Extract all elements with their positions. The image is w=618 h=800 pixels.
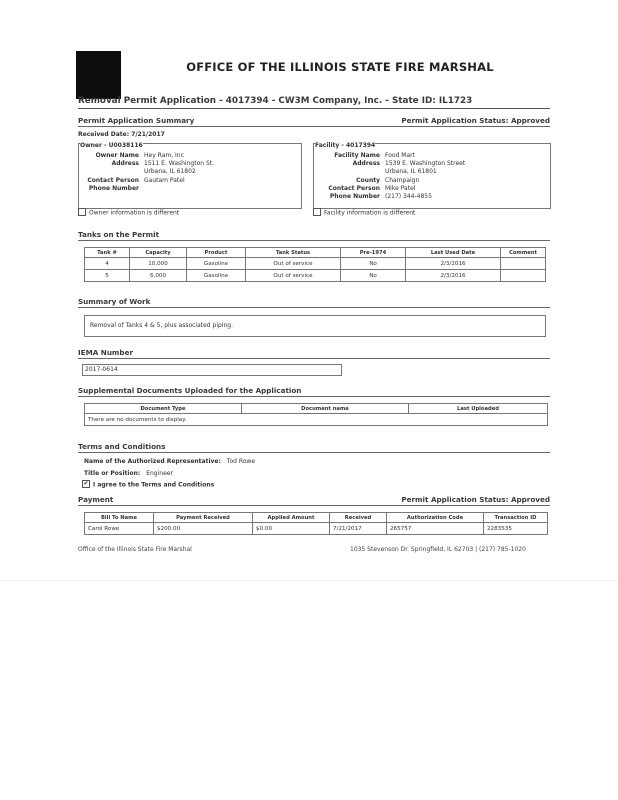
- rep-value: Tod Rowe: [226, 458, 256, 465]
- facility-different-label: Facility information is different: [324, 209, 416, 217]
- iema-value: 2017-0614: [85, 366, 118, 373]
- tanks-header-row: [85, 248, 546, 258]
- cell: No: [341, 258, 406, 270]
- iema-header: [78, 348, 550, 359]
- facility-fields: [314, 152, 465, 201]
- terms-rep-row: [84, 458, 255, 465]
- col-last-used: Last Used Date: [406, 248, 501, 258]
- cell: 10,000: [130, 258, 187, 270]
- work-box: [84, 315, 546, 337]
- empty-message: There are no documents to display.: [85, 414, 548, 426]
- page-divider: [0, 580, 618, 581]
- owner-address-label: Address: [111, 160, 139, 168]
- owner-contact: Gautam Patel: [144, 176, 185, 184]
- col-capacity: Capacity: [130, 248, 187, 258]
- owner-contact-label: Contact Person: [87, 176, 139, 184]
- col-status: Tank Status: [246, 248, 341, 258]
- work-text: Removal of Tanks 4 & 5, plus associated piping.: [90, 322, 233, 329]
- cell: 2283535: [484, 523, 548, 535]
- summary-title: Permit Application Summary: [78, 116, 195, 125]
- position-label: Title or Position:: [84, 470, 141, 477]
- cell: Out of service: [246, 258, 341, 270]
- summary-header: [78, 116, 550, 127]
- cell: [501, 258, 546, 270]
- owner-name-label: Owner Name: [95, 152, 139, 159]
- agree-label: I agree to the Terms and Conditions: [93, 481, 215, 489]
- col-bill-to: Bill To Name: [85, 513, 154, 523]
- position-value: Engineer: [146, 470, 173, 477]
- table-row: [85, 270, 546, 282]
- cell: Gasoline: [187, 258, 246, 270]
- iema-field[interactable]: [82, 364, 342, 376]
- owner-address-1: 1511 E. Washington St.: [144, 160, 215, 168]
- tanks-title: Tanks on the Permit: [78, 230, 160, 239]
- col-document-type: Document Type: [85, 404, 242, 414]
- checkbox-icon[interactable]: [313, 208, 321, 216]
- col-comment: Comment: [501, 248, 546, 258]
- cell: 2/3/2016: [406, 270, 501, 282]
- col-auth-code: Authorization Code: [387, 513, 484, 523]
- office-title: OFFICE OF THE ILLINOIS STATE FIRE MARSHAL: [186, 60, 494, 74]
- cell: 7/21/2017: [330, 523, 387, 535]
- supplemental-header-row: [85, 404, 548, 414]
- facility-name-label: Facility Name: [334, 152, 380, 159]
- facility-box: [313, 143, 551, 209]
- facility-address-2: Urbana, IL 61801: [385, 168, 437, 176]
- payment-title: Payment: [78, 495, 114, 504]
- rep-label: Name of the Authorized Representative:: [84, 458, 221, 465]
- facility-address-1: 1539 E. Washington Street: [385, 160, 466, 168]
- table-row: [85, 414, 548, 426]
- footer-right: 1035 Stevenson Dr. Springfield, IL 62703 | (217) 785-1020: [350, 546, 526, 553]
- payment-table: [84, 512, 548, 535]
- payment-header: [78, 495, 550, 506]
- tanks-header: [78, 230, 550, 241]
- col-tank: Tank #: [85, 248, 130, 258]
- col-applied-amount: Applied Amount: [253, 513, 330, 523]
- agree-checkbox[interactable]: [82, 481, 214, 489]
- terms-title-row: [84, 470, 173, 477]
- payment-header-row: [85, 513, 548, 523]
- cell: [501, 270, 546, 282]
- summary-status: Permit Application Status: Approved: [401, 116, 550, 125]
- owner-box: [78, 143, 302, 209]
- cell: Carol Rowe: [85, 523, 154, 535]
- owner-fields: [79, 152, 214, 193]
- facility-name: Food Mart: [385, 152, 415, 159]
- work-header: [78, 297, 550, 308]
- cell: Gasoline: [187, 270, 246, 282]
- supplemental-header: [78, 386, 550, 397]
- supplemental-title: Supplemental Documents Uploaded for the Application: [78, 386, 302, 395]
- facility-phone-label: Phone Number: [329, 193, 380, 201]
- facility-contact-label: Contact Person: [328, 184, 380, 192]
- facility-county-label: County: [356, 176, 380, 184]
- col-document-name: Document name: [242, 404, 409, 414]
- footer-left: Office of the Illinois State Fire Marshal: [78, 546, 192, 553]
- facility-box-label: Facility - 4017394: [315, 142, 376, 149]
- col-payment-received: Payment Received: [154, 513, 253, 523]
- terms-title: Terms and Conditions: [78, 442, 166, 451]
- facility-county: Champaign: [385, 176, 420, 184]
- permit-headline: Removal Permit Application - 4017394 - CW3M Company, Inc. - State ID: IL1723: [78, 96, 550, 109]
- cell: $0.00: [253, 523, 330, 535]
- col-transaction-id: Transaction ID: [484, 513, 548, 523]
- facility-phone: (217) 344-4855: [385, 193, 432, 201]
- table-row: [85, 523, 548, 535]
- owner-different-checkbox[interactable]: [78, 209, 179, 217]
- cell: $200.00: [154, 523, 253, 535]
- checkbox-icon[interactable]: [78, 208, 86, 216]
- checkbox-checked-icon[interactable]: ✔: [83, 480, 89, 487]
- facility-contact: Mike Patel: [385, 184, 416, 192]
- iema-title: IEMA Number: [78, 348, 133, 357]
- owner-phone-label: Phone Number: [88, 184, 139, 192]
- work-title: Summary of Work: [78, 297, 151, 306]
- col-last-uploaded: Last Uploaded: [409, 404, 548, 414]
- cell: No: [341, 270, 406, 282]
- terms-header: [78, 442, 550, 453]
- owner-address-2: Urbana, IL 61802: [144, 168, 196, 176]
- cell: Out of service: [246, 270, 341, 282]
- cell: 2/3/2016: [406, 258, 501, 270]
- supplemental-table: [84, 403, 548, 426]
- facility-address-label: Address: [352, 160, 380, 168]
- col-product: Product: [187, 248, 246, 258]
- owner-box-label: Owner - U0038116: [80, 142, 143, 149]
- received-date: Received Date: 7/21/2017: [78, 131, 165, 138]
- owner-different-label: Owner information is different: [89, 209, 180, 217]
- col-received: Received: [330, 513, 387, 523]
- cell: 265757: [387, 523, 484, 535]
- redacted-logo-block: [76, 51, 121, 99]
- payment-status: Permit Application Status: Approved: [401, 495, 550, 504]
- facility-different-checkbox[interactable]: [313, 209, 415, 217]
- table-row: [85, 258, 546, 270]
- tanks-table: [84, 247, 546, 282]
- cell: 6,000: [130, 270, 187, 282]
- col-pre1974: Pre-1974: [341, 248, 406, 258]
- cell: 5: [85, 270, 130, 282]
- owner-name: Hey Ram, Inc: [144, 152, 184, 159]
- cell: 4: [85, 258, 130, 270]
